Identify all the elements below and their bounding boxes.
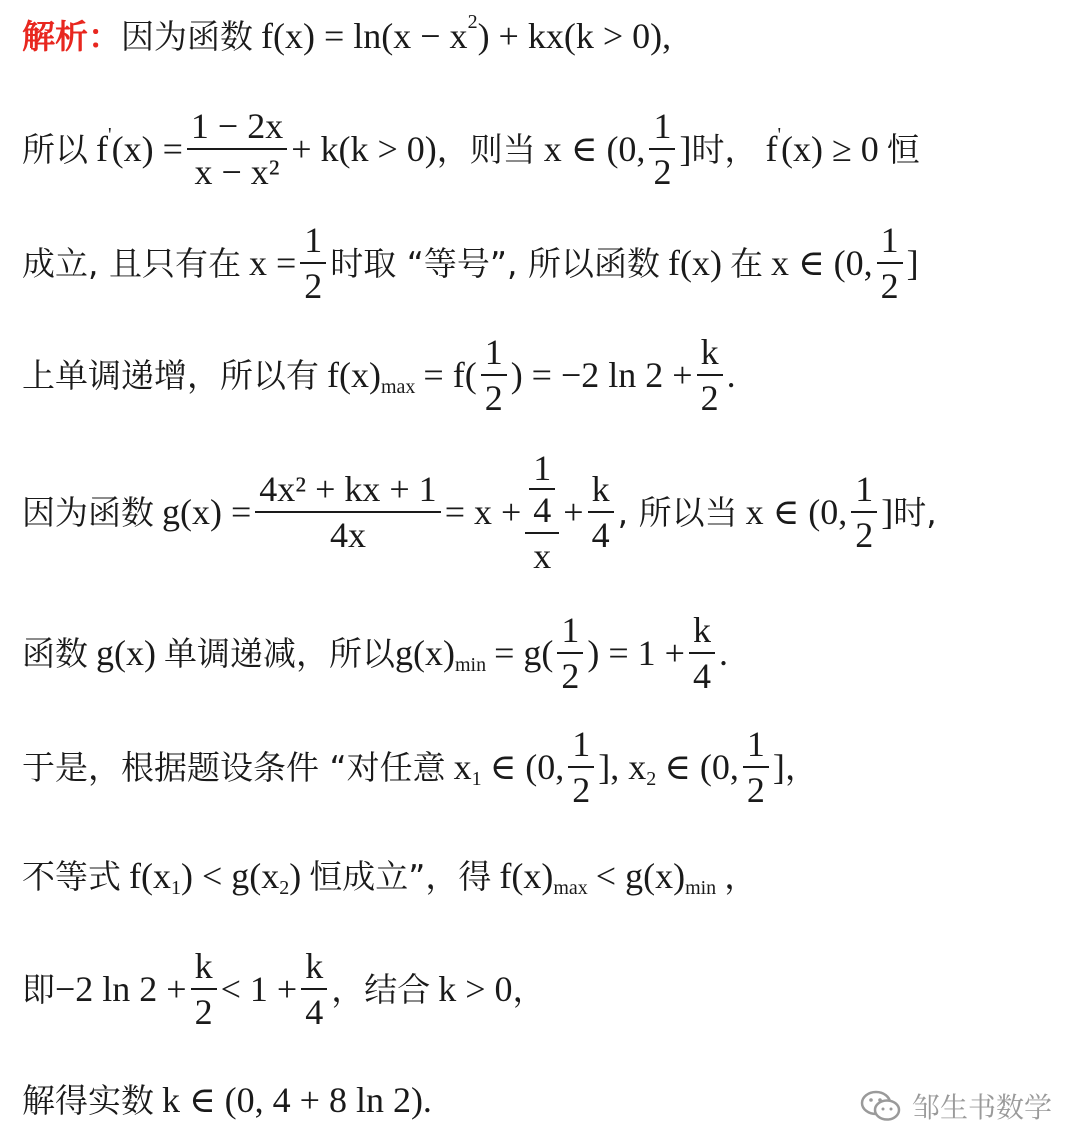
text: 于是，根据题设条件 “对任意 (22, 747, 446, 787)
denominator: 4 (533, 490, 552, 530)
text: ， (724, 856, 758, 896)
line-3 (22, 222, 919, 304)
line-9 (22, 948, 546, 1030)
math: + (563, 492, 584, 532)
subscript: max (553, 877, 588, 899)
subscript: 2 (279, 877, 290, 899)
text: 不等式 (22, 856, 121, 896)
math: ∈ (0, (664, 747, 739, 787)
math: (x) = (111, 129, 183, 169)
numerator: 1 (572, 724, 591, 764)
subscript: 1 (170, 877, 181, 899)
math: < g(x) (595, 856, 686, 896)
fraction (877, 222, 903, 304)
math: ] (679, 129, 692, 169)
numerator: 1 (880, 220, 899, 260)
math: . (726, 355, 736, 395)
denominator: 2 (304, 266, 323, 306)
denominator: 4 (305, 992, 324, 1032)
subscript: max (380, 376, 416, 398)
text: 上单调递增，所以有 (22, 355, 319, 395)
denominator: 2 (746, 770, 765, 810)
fraction (191, 948, 217, 1030)
math: k ∈ (0, 4 + 8 ln 2). (162, 1080, 432, 1120)
subscript: min (685, 877, 717, 899)
fraction (300, 222, 326, 304)
denominator: x − x² (194, 152, 280, 192)
math: ] (772, 747, 785, 787)
fraction (301, 948, 327, 1030)
watermark-text: 邹生书数学 (911, 1091, 1052, 1124)
math: ], x (598, 747, 647, 787)
subscript: 1 (471, 768, 482, 790)
line-4 (22, 334, 736, 416)
line-5 (22, 450, 937, 574)
fraction (689, 612, 715, 694)
denominator: x (533, 536, 552, 576)
line-6 (22, 612, 728, 694)
text: 成立, 且只有在 (22, 243, 241, 283)
numerator: 4x² + kx + 1 (259, 469, 437, 509)
denominator: 2 (561, 656, 580, 696)
text: 因为函数 (121, 16, 253, 56)
math: = f( (423, 355, 477, 395)
math: ∈ (0, (489, 747, 565, 787)
line-7 (22, 726, 818, 808)
math: x ∈ (0, (770, 243, 873, 283)
numerator: k (591, 469, 610, 509)
fraction (697, 334, 723, 416)
denominator: 2 (855, 515, 874, 555)
denominator: 4 (591, 515, 610, 555)
numerator: k (700, 332, 719, 372)
line-10 (22, 1082, 432, 1118)
math: ) = −2 ln 2 + (510, 355, 693, 395)
math: f(x) (667, 243, 722, 283)
math: −2 ln 2 + (55, 969, 187, 1009)
math: f (765, 129, 778, 169)
text: ，结合 (331, 969, 431, 1009)
numerator (525, 450, 559, 532)
fraction (743, 726, 769, 808)
text: 恒成立”，得 (309, 856, 492, 896)
numerator: k (692, 610, 711, 650)
text: , 所以当 (617, 492, 738, 532)
denominator: 2 (484, 378, 503, 418)
fraction (851, 471, 877, 553)
math: x ∈ (0, (543, 129, 646, 169)
inner-fraction (529, 450, 555, 528)
complex-fraction (525, 450, 559, 574)
numerator: 1 (533, 448, 552, 488)
text: 时， (691, 129, 758, 169)
math: (x) ≥ 0 (781, 129, 879, 169)
denominator: 2 (572, 770, 591, 810)
math: ) < g(x (180, 856, 280, 896)
math: f(x) (327, 355, 381, 395)
superscript: 2 (467, 11, 478, 33)
text: ， (512, 969, 546, 1009)
denominator: 2 (700, 378, 719, 418)
line-2 (22, 108, 920, 190)
math: f(x) = ln(x − x (261, 16, 468, 56)
math: ) + kx(k > 0), (477, 16, 672, 56)
math: g(x) = (162, 492, 252, 532)
denominator: 4 (692, 656, 711, 696)
subscript: min (454, 654, 487, 676)
math: g(x) (394, 633, 455, 673)
math: x = (248, 243, 297, 283)
text: ， (784, 747, 818, 787)
numerator: 1 (484, 332, 503, 372)
math: ) (289, 856, 302, 896)
fraction (557, 612, 583, 694)
math: x (453, 747, 472, 787)
math: x ∈ (0, (745, 492, 848, 532)
math: ) = 1 + (587, 633, 685, 673)
text: 所以 (22, 129, 88, 169)
fraction (649, 108, 675, 190)
fraction (588, 471, 614, 553)
numerator: 1 (561, 610, 580, 650)
text: 因为函数 (22, 492, 154, 532)
math: < 1 + (220, 969, 298, 1009)
superscript: ' (108, 124, 112, 146)
line-8 (22, 856, 758, 899)
text: 时, (893, 492, 937, 532)
analysis-label: 解析： (22, 16, 121, 56)
math: = x + (444, 492, 522, 532)
fraction (481, 334, 507, 416)
denominator: 4x (329, 515, 366, 555)
text: 在 (729, 243, 763, 283)
text: 函数 (22, 633, 88, 673)
numerator: k (194, 946, 213, 986)
text: 单调递减，所以 (163, 633, 395, 673)
numerator: 1 (855, 469, 874, 509)
math: ] (906, 243, 919, 283)
denominator: 2 (653, 152, 672, 192)
numerator: k (305, 946, 324, 986)
text: 时取 “等号”, 所以函数 (330, 243, 660, 283)
wechat-icon (860, 1089, 902, 1123)
fraction (187, 108, 287, 190)
subscript: 2 (646, 768, 657, 790)
text: 解得实数 (22, 1080, 154, 1120)
math: f(x (129, 856, 171, 896)
math: . (718, 633, 728, 673)
numerator: 1 (653, 106, 672, 146)
fraction (568, 726, 594, 808)
math: = g( (494, 633, 554, 673)
math: g(x) (96, 633, 156, 673)
math: k > 0 (438, 969, 513, 1009)
numerator: 1 (304, 220, 323, 260)
numerator: 1 (746, 724, 765, 764)
text: ，则当 (436, 129, 536, 169)
denominator: 2 (194, 992, 213, 1032)
math: ] (881, 492, 894, 532)
text: 恒 (886, 129, 920, 169)
numerator: 1 − 2x (190, 106, 284, 146)
text: 即 (22, 969, 55, 1009)
superscript: ' (777, 124, 782, 146)
math: f(x) (499, 856, 554, 896)
math: f (96, 129, 108, 169)
watermark (860, 1086, 1052, 1126)
denominator: 2 (880, 266, 899, 306)
line-1 (22, 11, 672, 56)
math: + k(k > 0) (291, 129, 437, 169)
fraction (255, 471, 440, 553)
